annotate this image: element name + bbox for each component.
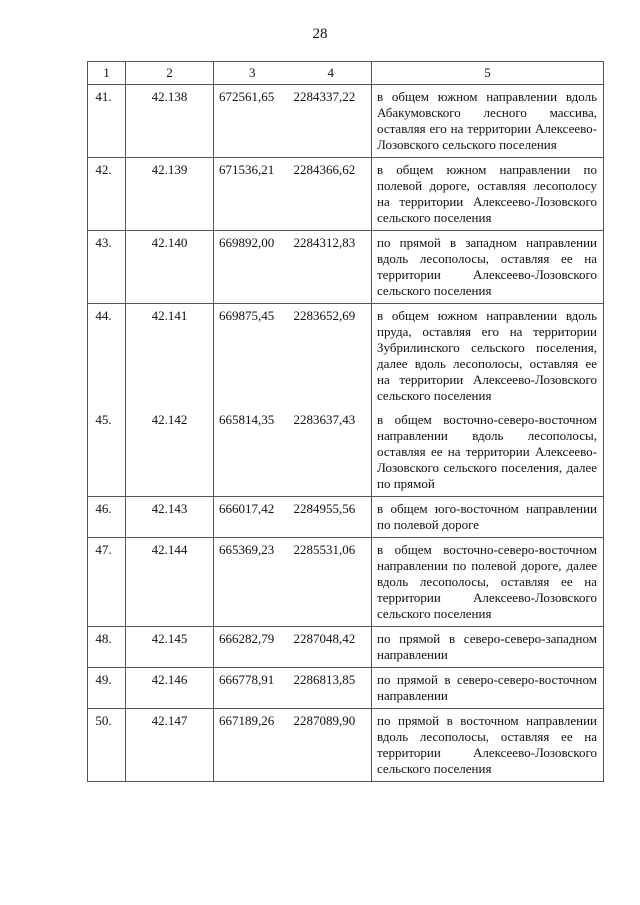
point-id: 42.146: [126, 668, 214, 709]
coord-x: 665814,35: [214, 408, 291, 497]
boundary-description: по прямой в северо-северо-восточном направлении: [372, 668, 604, 709]
table-row: [88, 668, 604, 709]
coord-y: 2284955,56: [291, 497, 372, 538]
row-number: 45.: [88, 408, 126, 497]
boundary-description: по прямой в северо-северо-западном направлении: [372, 627, 604, 668]
coord-y: 2284337,22: [291, 85, 372, 158]
point-id: 42.141: [126, 304, 214, 409]
row-number: 43.: [88, 231, 126, 304]
header-col-3: 3: [214, 62, 291, 85]
table-row: [88, 538, 604, 627]
boundary-description: в общем южном направлении вдоль пруда, оставляя его на территории Зубрилинского сельского поселения, далее вдоль лесополосы, оставляя ее на территории Алексеево-Лозовского сельского поселения: [372, 304, 604, 409]
row-number: 44.: [88, 304, 126, 409]
boundary-description: в общем юго-восточном направлении по полевой дороге: [372, 497, 604, 538]
boundary-description: в общем восточно-северо-восточном направлении вдоль лесополосы, оставляя ее на территории Алексеево-Лозовского сельского поселения, далее по прямой: [372, 408, 604, 497]
boundary-description: по прямой в восточном направлении вдоль лесополосы, оставляя ее на территории Алексеево-Лозовского сельского поселения: [372, 709, 604, 782]
row-number: 50.: [88, 709, 126, 782]
table-header-row: [88, 62, 604, 85]
table-row: [88, 709, 604, 782]
row-number: 48.: [88, 627, 126, 668]
row-number: 41.: [88, 85, 126, 158]
point-id: 42.144: [126, 538, 214, 627]
point-id: 42.139: [126, 158, 214, 231]
boundary-description: в общем восточно-северо-восточном направлении по полевой дороге, далее вдоль лесополосы, оставляя ее на территории Алексеево-Лозовского сельского поселения: [372, 538, 604, 627]
coord-y: 2284366,62: [291, 158, 372, 231]
row-number: 47.: [88, 538, 126, 627]
boundary-description: в общем южном направлении вдоль Абакумовского лесного массива, оставляя его на территории Алексеево-Лозовского сельского поселения: [372, 85, 604, 158]
point-id: 42.145: [126, 627, 214, 668]
coord-y: 2287048,42: [291, 627, 372, 668]
coord-x: 666282,79: [214, 627, 291, 668]
coord-y: 2285531,06: [291, 538, 372, 627]
coord-x: 665369,23: [214, 538, 291, 627]
header-col-1: 1: [88, 62, 126, 85]
coord-y: 2286813,85: [291, 668, 372, 709]
coord-x: 671536,21: [214, 158, 291, 231]
header-col-2: 2: [126, 62, 214, 85]
table-row: [88, 497, 604, 538]
coord-x: 667189,26: [214, 709, 291, 782]
coord-x: 666017,42: [214, 497, 291, 538]
header-col-5: 5: [372, 62, 604, 85]
point-id: 42.143: [126, 497, 214, 538]
coord-y: 2287089,90: [291, 709, 372, 782]
table-row: [88, 85, 604, 158]
coord-x: 669892,00: [214, 231, 291, 304]
coord-y: 2283652,69: [291, 304, 372, 409]
row-number: 46.: [88, 497, 126, 538]
table-row: [88, 304, 604, 409]
boundary-description: по прямой в западном направлении вдоль лесополосы, оставляя ее на территории Алексеево-Лозовского сельского поселения: [372, 231, 604, 304]
table-row: [88, 408, 604, 497]
row-number: 49.: [88, 668, 126, 709]
coord-x: 669875,45: [214, 304, 291, 409]
boundary-points-table: [87, 61, 604, 782]
coord-y: 2283637,43: [291, 408, 372, 497]
point-id: 42.140: [126, 231, 214, 304]
point-id: 42.138: [126, 85, 214, 158]
header-col-4: 4: [291, 62, 372, 85]
table-row: [88, 158, 604, 231]
point-id: 42.142: [126, 408, 214, 497]
coord-y: 2284312,83: [291, 231, 372, 304]
point-id: 42.147: [126, 709, 214, 782]
coord-x: 672561,65: [214, 85, 291, 158]
table-row: [88, 231, 604, 304]
table-row: [88, 627, 604, 668]
page-number: 28: [312, 26, 328, 42]
row-number: 42.: [88, 158, 126, 231]
coord-x: 666778,91: [214, 668, 291, 709]
boundary-description: в общем южном направлении по полевой дороге, оставляя лесополосу на территории Алексеево-Лозовского сельского поселения: [372, 158, 604, 231]
